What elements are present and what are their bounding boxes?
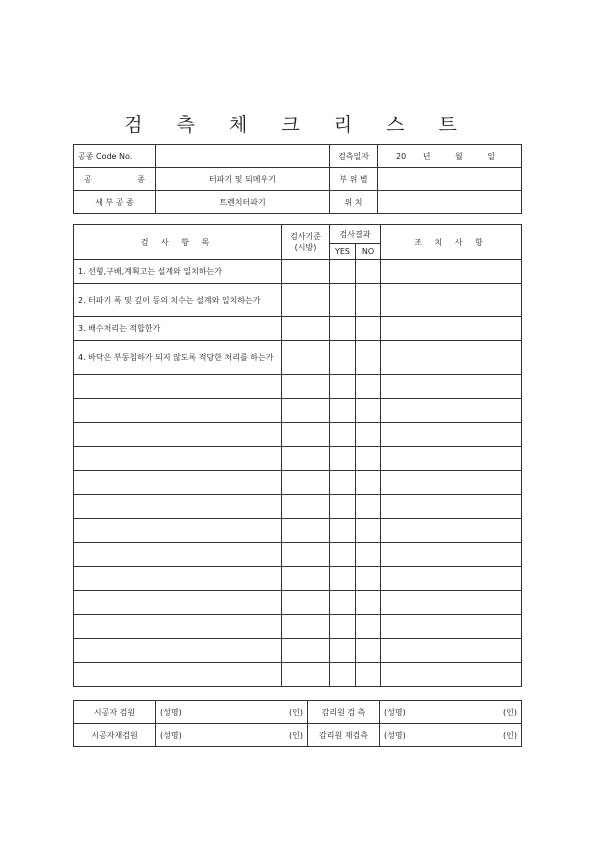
action-cell[interactable] <box>381 615 522 639</box>
no-cell[interactable] <box>356 284 381 317</box>
standard-cell[interactable] <box>282 399 330 423</box>
yes-header: YES <box>330 244 356 260</box>
yes-cell[interactable] <box>330 567 356 591</box>
item-text[interactable] <box>74 447 282 471</box>
table-row <box>74 471 522 495</box>
table-row <box>74 639 522 663</box>
yes-cell[interactable] <box>330 260 356 284</box>
standard-cell[interactable] <box>282 615 330 639</box>
yes-cell[interactable] <box>330 375 356 399</box>
action-cell[interactable] <box>381 567 522 591</box>
action-cell[interactable] <box>381 375 522 399</box>
table-row <box>74 423 522 447</box>
date-month-unit: 월 <box>455 151 463 161</box>
contractor-reinspector-sign[interactable] <box>156 724 308 747</box>
standard-cell[interactable] <box>282 317 330 341</box>
checklist-table <box>73 224 522 687</box>
info-row-work-type <box>74 168 522 191</box>
supervisor-inspection-label: 감리원 검 측 <box>308 701 380 724</box>
sign-name-placeholder: (성명) <box>384 707 406 717</box>
standard-cell[interactable] <box>282 543 330 567</box>
sub-work-field[interactable]: 트렌치터파기 <box>156 191 330 214</box>
no-cell[interactable] <box>356 495 381 519</box>
no-cell[interactable] <box>356 260 381 284</box>
result-header: 검사결과 <box>330 225 381 244</box>
action-cell[interactable] <box>381 399 522 423</box>
item-text[interactable] <box>74 423 282 447</box>
yes-cell[interactable] <box>330 471 356 495</box>
seal-placeholder: (인) <box>503 730 517 740</box>
sign-name-placeholder: (성명) <box>384 730 406 740</box>
yes-cell[interactable] <box>330 543 356 567</box>
table-row <box>74 615 522 639</box>
action-cell[interactable] <box>381 639 522 663</box>
item-text[interactable] <box>74 591 282 615</box>
action-header: 조 치 사 항 <box>381 225 522 260</box>
item-text[interactable] <box>74 639 282 663</box>
item-text[interactable] <box>74 543 282 567</box>
no-cell[interactable] <box>356 663 381 687</box>
info-row-sub-work <box>74 191 522 214</box>
no-header: NO <box>356 244 381 260</box>
date-field[interactable] <box>378 145 522 168</box>
yes-cell[interactable] <box>330 447 356 471</box>
standard-cell[interactable] <box>282 639 330 663</box>
action-cell[interactable] <box>381 447 522 471</box>
standard-cell[interactable] <box>282 260 330 284</box>
yes-cell[interactable] <box>330 317 356 341</box>
yes-cell[interactable] <box>330 639 356 663</box>
table-row <box>74 519 522 543</box>
standard-cell[interactable] <box>282 591 330 615</box>
table-row <box>74 495 522 519</box>
yes-cell[interactable] <box>330 284 356 317</box>
item-text[interactable] <box>74 495 282 519</box>
action-cell[interactable] <box>381 284 522 317</box>
standard-header-title: 검사기준 <box>290 232 321 241</box>
item-text[interactable] <box>74 615 282 639</box>
header-row-1 <box>74 225 522 244</box>
table-row <box>74 447 522 471</box>
yes-cell[interactable] <box>330 591 356 615</box>
sign-name-placeholder: (성명) <box>160 730 182 740</box>
action-cell[interactable] <box>381 591 522 615</box>
standard-cell[interactable] <box>282 663 330 687</box>
contractor-reinspector-label: 시공자재검원 <box>74 724 156 747</box>
work-code-field[interactable] <box>156 145 330 168</box>
no-cell[interactable] <box>356 341 381 375</box>
action-cell[interactable] <box>381 341 522 375</box>
seal-placeholder: (인) <box>289 707 303 717</box>
yes-cell[interactable] <box>330 399 356 423</box>
standard-header <box>282 225 330 260</box>
supervisor-reinspection-sign[interactable] <box>380 724 522 747</box>
no-cell[interactable] <box>356 423 381 447</box>
item-text[interactable] <box>74 399 282 423</box>
table-row <box>74 567 522 591</box>
table-row <box>74 591 522 615</box>
work-type-label-text <box>78 174 151 185</box>
item-text[interactable] <box>74 471 282 495</box>
date-year: 20 <box>396 151 407 161</box>
date-day-unit: 일 <box>487 151 496 161</box>
info-table <box>73 144 522 214</box>
yes-cell[interactable] <box>330 663 356 687</box>
no-cell[interactable] <box>356 567 381 591</box>
no-cell[interactable] <box>356 543 381 567</box>
no-cell[interactable] <box>356 519 381 543</box>
item-text[interactable] <box>74 567 282 591</box>
no-cell[interactable] <box>356 399 381 423</box>
action-cell[interactable] <box>381 519 522 543</box>
item-text: 4. 바닥은 부동침하가 되지 않도록 적당한 처리를 하는가 <box>74 341 282 375</box>
action-cell[interactable] <box>381 543 522 567</box>
yes-cell[interactable] <box>330 519 356 543</box>
document-title: 검 측 체 크 리 스 트 <box>124 114 471 136</box>
work-type-field[interactable]: 터파기 및 되메우기 <box>156 168 330 191</box>
table-row <box>74 284 522 317</box>
action-cell[interactable] <box>381 260 522 284</box>
item-text[interactable] <box>74 663 282 687</box>
yes-cell[interactable] <box>330 423 356 447</box>
part-field[interactable] <box>378 168 522 191</box>
no-cell[interactable] <box>356 447 381 471</box>
sign-name-placeholder: (성명) <box>160 707 182 717</box>
table-row <box>74 375 522 399</box>
item-text: 3. 배수처리는 적합한가 <box>74 317 282 341</box>
table-row <box>74 663 522 687</box>
action-cell[interactable] <box>381 663 522 687</box>
contractor-inspector-sign[interactable] <box>156 701 308 724</box>
location-label: 위 치 <box>330 191 378 214</box>
table-row <box>74 260 522 284</box>
work-type-label <box>74 168 156 191</box>
seal-placeholder: (인) <box>503 707 517 717</box>
item-text[interactable] <box>74 519 282 543</box>
date-year-unit: 년 <box>422 151 431 161</box>
standard-cell[interactable] <box>282 341 330 375</box>
no-cell[interactable] <box>356 375 381 399</box>
action-cell[interactable] <box>381 495 522 519</box>
no-cell[interactable] <box>356 615 381 639</box>
work-type-label-2: 종 <box>137 174 145 184</box>
action-cell[interactable] <box>381 423 522 447</box>
standard-cell[interactable] <box>282 375 330 399</box>
contractor-inspector-label: 시공자 검원 <box>74 701 156 724</box>
info-row-code <box>74 145 522 168</box>
item-text: 1. 선형,구배,계획고는 설계와 일치하는가 <box>74 260 282 284</box>
yes-cell[interactable] <box>330 341 356 375</box>
seal-placeholder: (인) <box>289 730 303 740</box>
yes-cell[interactable] <box>330 615 356 639</box>
standard-cell[interactable] <box>282 423 330 447</box>
part-label: 부 위 별 <box>330 168 378 191</box>
item-text: 2. 터파기 폭 및 깊이 등의 치수는 설계와 일치하는가 <box>74 284 282 317</box>
date-label: 검측일자 <box>330 145 378 168</box>
standard-cell[interactable] <box>282 567 330 591</box>
table-row <box>74 543 522 567</box>
table-row <box>74 317 522 341</box>
action-cell[interactable] <box>381 471 522 495</box>
standard-cell[interactable] <box>282 284 330 317</box>
item-text[interactable] <box>74 375 282 399</box>
signature-row <box>74 701 522 724</box>
table-row <box>74 399 522 423</box>
sub-work-label: 세 부 공 종 <box>74 191 156 214</box>
no-cell[interactable] <box>356 591 381 615</box>
standard-cell[interactable] <box>282 447 330 471</box>
location-field[interactable] <box>378 191 522 214</box>
standard-cell[interactable] <box>282 495 330 519</box>
action-cell[interactable] <box>381 317 522 341</box>
work-code-label: 공종 Code No. <box>74 145 156 168</box>
supervisor-inspection-sign[interactable] <box>380 701 522 724</box>
yes-cell[interactable] <box>330 495 356 519</box>
work-type-label-1: 공 <box>84 174 92 184</box>
signature-row <box>74 724 522 747</box>
standard-cell[interactable] <box>282 519 330 543</box>
signature-table <box>73 700 522 747</box>
item-header: 검 사 항 목 <box>74 225 282 260</box>
no-cell[interactable] <box>356 471 381 495</box>
standard-cell[interactable] <box>282 471 330 495</box>
no-cell[interactable] <box>356 317 381 341</box>
table-row <box>74 341 522 375</box>
standard-header-sub: (시방) <box>294 243 317 252</box>
no-cell[interactable] <box>356 639 381 663</box>
supervisor-reinspection-label: 감리원 재검측 <box>308 724 380 747</box>
